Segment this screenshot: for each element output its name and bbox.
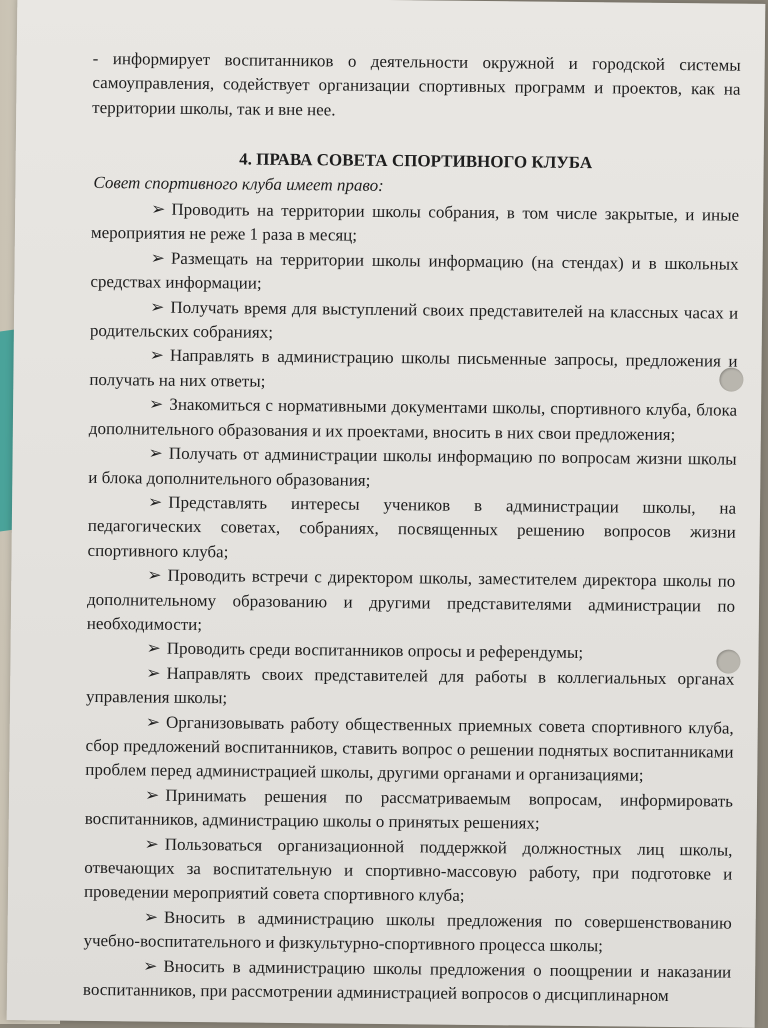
arrow-bullet-icon: ➢: [150, 297, 165, 317]
list-item-text: Пользоваться организационной поддержкой должностных лиц школы, отвечающих за воспитательную и спортивно-массовую работу, при подготовке и проведении мероприятий совета спортивного клуба;: [83, 834, 733, 906]
list-item-text: Вносить в администрацию школы предложения по совершенствованию учебно-воспитательного и физкультурно-спортивного процесса школы;: [83, 907, 732, 956]
document-content: [83, 47, 741, 1009]
list-item: [83, 905, 731, 961]
list-item-text: Вносить в администрацию школы предложения о поощрении и наказании воспитанников, при рассмотрении администрацией вопросов о дисциплинарном: [82, 956, 732, 1006]
arrow-bullet-icon: ➢: [151, 199, 166, 219]
list-item-text: Организовывать работу общественных приемных совета спортивного клуба, сбор предложений воспитанников, ставить вопрос о решении поднятых воспитанниками проблем перед администрацией школы, другими органами и организациями;: [85, 712, 734, 786]
list-item-text: Проводить встречи с директором школы, заместителем директора школы по дополнительному образованию и другими представителями администрации по необходимости;: [86, 565, 736, 635]
arrow-bullet-icon: ➢: [143, 956, 158, 976]
list-item-text: Знакомиться с нормативными документами школы, спортивного клуба, блока дополнительного образования и их проектами, вносить в них свои предложения;: [88, 395, 738, 444]
arrow-bullet-icon: ➢: [148, 443, 163, 463]
list-item: [87, 490, 736, 570]
section-intro: Совет спортивного клуба имеет право:: [93, 172, 384, 195]
list-item: [90, 246, 738, 302]
arrow-bullet-icon: ➢: [143, 907, 159, 927]
list-item-text: Представлять интересы учеников в администрации школы, на педагогических советах, собраниях, посвященных решению вопросов жизни спортивного клуба;: [87, 492, 737, 562]
list-item-text: Направлять в администрацию школы письменные запросы, предложения и получать на них ответы;: [89, 346, 738, 391]
arrow-bullet-icon: ➢: [149, 345, 164, 366]
list-item: [85, 709, 734, 789]
arrow-bullet-icon: ➢: [147, 565, 162, 585]
list-item: [84, 831, 733, 911]
arrow-bullet-icon: ➢: [144, 834, 159, 854]
arrow-bullet-icon: ➢: [146, 663, 161, 683]
list-item-text: Размещать на территории школы информацию (на стендах) и в школьных средствах информации;: [90, 248, 739, 293]
arrow-bullet-icon: ➢: [144, 785, 160, 805]
list-item: [89, 343, 737, 399]
list-item-text: Проводить на территории школы собрания, в том числе закрытые, и иные мероприятия не реже 1 раза в месяц;: [90, 199, 740, 246]
arrow-bullet-icon: ➢: [147, 492, 163, 512]
list-item-text: Направлять своих представителей для работы в коллегиальных органах управления школы;: [85, 663, 735, 708]
list-item-text: Принимать решения по рассматриваемым вопросам, информировать воспитанников, администрацию школы о принятых решениях;: [84, 785, 734, 833]
list-item: [86, 661, 734, 717]
document-page: [7, 0, 766, 1028]
opening-paragraph: - информирует воспитанников о деятельности окружной и городской системы самоуправления, содействует организации спортивных программ и проектов, как на территории школы, так и вне нее.: [92, 48, 741, 120]
list-item-text: Получать время для выступлений своих представителей на классных часах и родительских собраниях;: [89, 297, 739, 342]
rights-list: [83, 197, 739, 1009]
list-item: [87, 563, 736, 643]
list-item: [88, 441, 736, 497]
list-item: [90, 295, 738, 351]
list-item-text: Получать от администрации школы информацию по вопросам жизни школы и блока дополнительного образования;: [88, 443, 737, 490]
list-item: [85, 783, 733, 839]
list-item: [83, 953, 731, 1009]
arrow-bullet-icon: ➢: [145, 712, 161, 732]
arrow-bullet-icon: ➢: [146, 638, 161, 658]
arrow-bullet-icon: ➢: [150, 248, 165, 268]
list-item-text: Проводить среди воспитанников опросы и референдумы;: [166, 639, 584, 663]
section-heading: 4. ПРАВА СОВЕТА СПОРТИВНОГО КЛУБА: [239, 149, 593, 173]
list-item: [91, 197, 739, 253]
list-item: [89, 392, 737, 448]
arrow-bullet-icon: ➢: [149, 394, 164, 414]
